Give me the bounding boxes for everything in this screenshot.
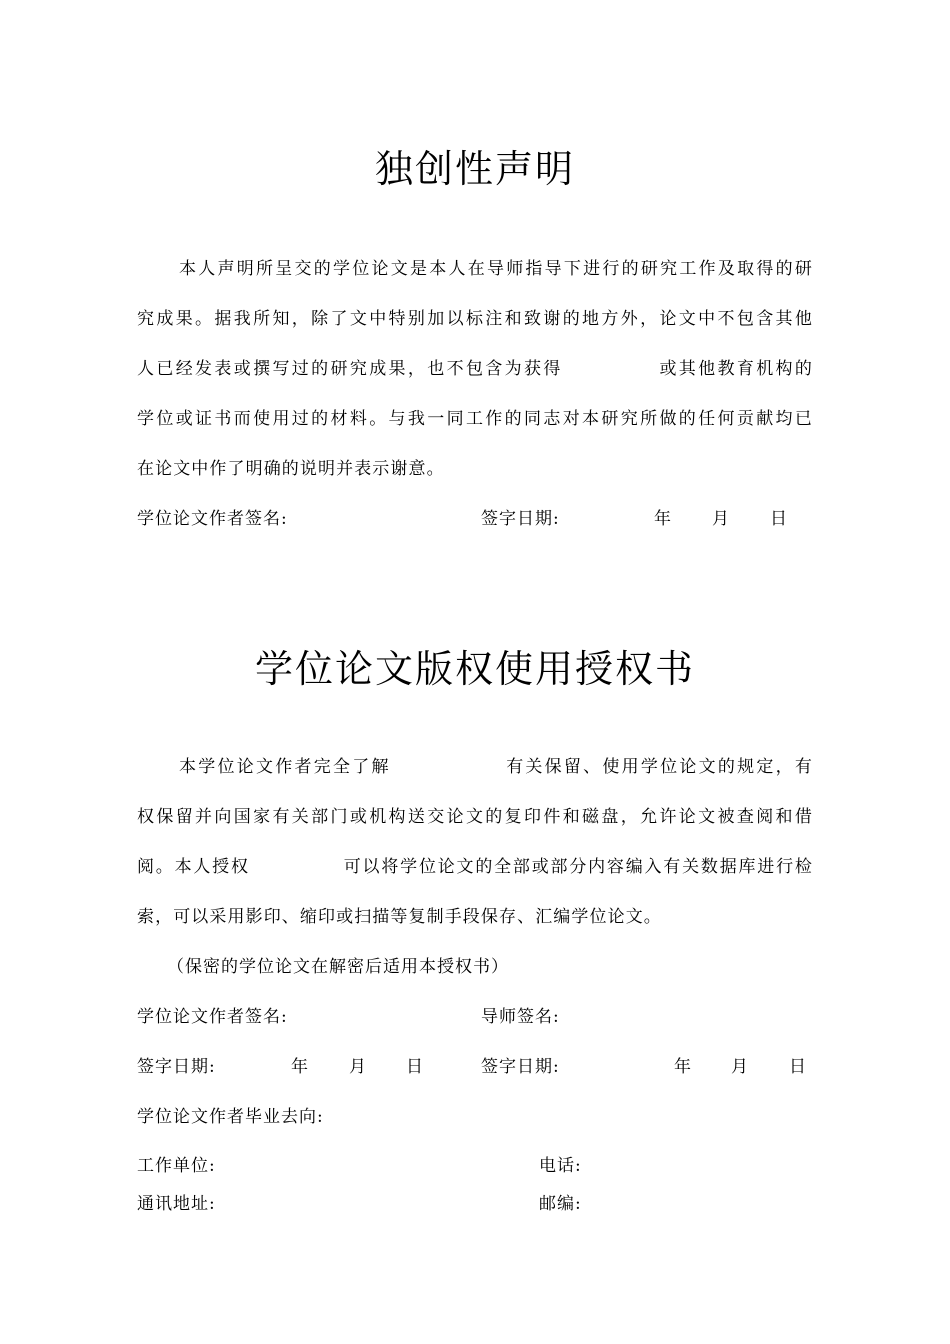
authorization-line-4: 索，可以采用影印、缩印或扫描等复制手段保存、汇编学位论文。 — [137, 907, 662, 927]
advisor-year-label: 年 — [674, 1057, 692, 1077]
phone-label: 电话: — [539, 1156, 582, 1176]
authorization-line-2: 权保留并向国家有关部门或机构送交论文的复印件和磁盘，允许论文被查阅和借 — [137, 807, 813, 827]
authorization-line-1: 本学位论文作者完全了解 有关保留、使用学位论文的规定，有 — [179, 757, 813, 777]
advisor-date-label: 签字日期: — [481, 1057, 560, 1077]
declaration-line-5: 在论文中作了明确的说明并表示谢意。 — [137, 459, 445, 479]
work-unit-label: 工作单位: — [137, 1156, 216, 1176]
advisor-signature-label: 导师签名: — [481, 1007, 560, 1027]
declaration-line-2: 究成果。据我所知，除了文中特别加以标注和致谢的地方外，论文中不包含其他 — [137, 309, 813, 329]
declaration-month-label: 月 — [712, 509, 730, 529]
author-year-label: 年 — [291, 1057, 309, 1077]
declaration-date-label: 签字日期: — [481, 509, 560, 529]
graduate-destination-label: 学位论文作者毕业去向: — [137, 1107, 324, 1127]
author-date-label: 签字日期: — [137, 1057, 216, 1077]
advisor-month-label: 月 — [731, 1057, 749, 1077]
declaration-title: 独创性声明 — [374, 147, 575, 191]
author-signature-label: 学位论文作者签名: — [137, 1007, 288, 1027]
declaration-day-label: 日 — [770, 509, 788, 529]
authorization-line-3: 阅。本人授权 可以将学位论文的全部或部分内容编入有关数据库进行检 — [137, 857, 813, 877]
advisor-day-label: 日 — [789, 1057, 807, 1077]
declaration-line-1: 本人声明所呈交的学位论文是本人在导师指导下进行的研究工作及取得的研 — [179, 259, 813, 279]
declaration-year-label: 年 — [654, 509, 672, 529]
authorization-title: 学位论文版权使用授权书 — [254, 647, 695, 691]
postcode-label: 邮编: — [539, 1194, 582, 1214]
author-month-label: 月 — [349, 1057, 367, 1077]
authorization-note: （保密的学位论文在解密后适用本授权书） — [167, 957, 509, 977]
declaration-signature-label: 学位论文作者签名: — [137, 509, 288, 529]
mailing-address-label: 通讯地址: — [137, 1194, 216, 1214]
declaration-line-4: 学位或证书而使用过的材料。与我一同工作的同志对本研究所做的任何贡献均已 — [137, 409, 813, 429]
author-day-label: 日 — [406, 1057, 424, 1077]
declaration-line-3: 人已经发表或撰写过的研究成果，也不包含为获得 或其他教育机构的 — [137, 359, 813, 379]
